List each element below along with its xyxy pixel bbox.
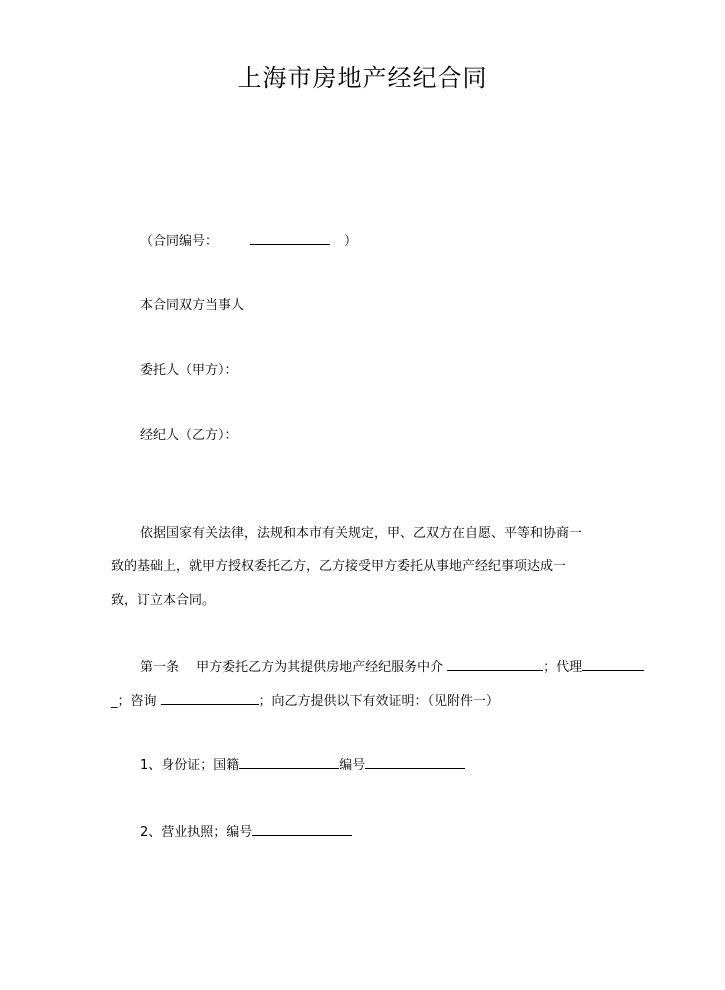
consulting-blank[interactable] (161, 690, 259, 705)
preamble-line-2: 致的基础上，就甲方授权委托乙方，乙方接受甲方委托从事地产经纪事项达成一 (111, 559, 567, 574)
article-1-line-1 (140, 656, 644, 677)
id-card-number-blank[interactable] (365, 754, 465, 769)
intermediary-blank[interactable] (447, 656, 543, 671)
parties-heading: 本合同双方当事人 (140, 298, 245, 313)
id-card-number-label: 编号 (339, 758, 366, 773)
license-label: 2、营业执照；编号 (140, 825, 253, 840)
contract-number-line (140, 230, 357, 251)
agency-label: ；代理 (543, 660, 583, 675)
article-1-text: 第一条 甲方委托乙方为其提供房地产经纪服务中介 (140, 660, 444, 675)
contract-number-close: ） (344, 234, 358, 249)
contract-number-blank[interactable] (250, 230, 330, 245)
document-title: 上海市房地产经纪合同 (237, 64, 488, 92)
preamble-line-3: 致，订立本合同。 (111, 593, 216, 608)
consulting-label: _；咨询 (111, 694, 157, 709)
nationality-blank[interactable] (239, 754, 339, 769)
id-card-label: 1、身份证；国籍 (140, 758, 240, 773)
contract-number-open: （合同编号： (140, 234, 219, 249)
license-line (140, 821, 352, 842)
client-label: 委托人（甲方）： (140, 363, 238, 378)
id-card-line (140, 754, 465, 775)
agency-blank[interactable] (582, 656, 644, 671)
broker-label: 经纪人（乙方）： (140, 428, 238, 443)
article-1-line-2 (111, 690, 499, 711)
certificates-text: ；向乙方提供以下有效证明：（见附件一） (258, 694, 500, 709)
license-number-blank[interactable] (252, 821, 352, 836)
preamble-line-1: 依据国家有关法律，法规和本市有关规定，甲、乙双方在自愿、平等和协商一 (140, 526, 583, 541)
